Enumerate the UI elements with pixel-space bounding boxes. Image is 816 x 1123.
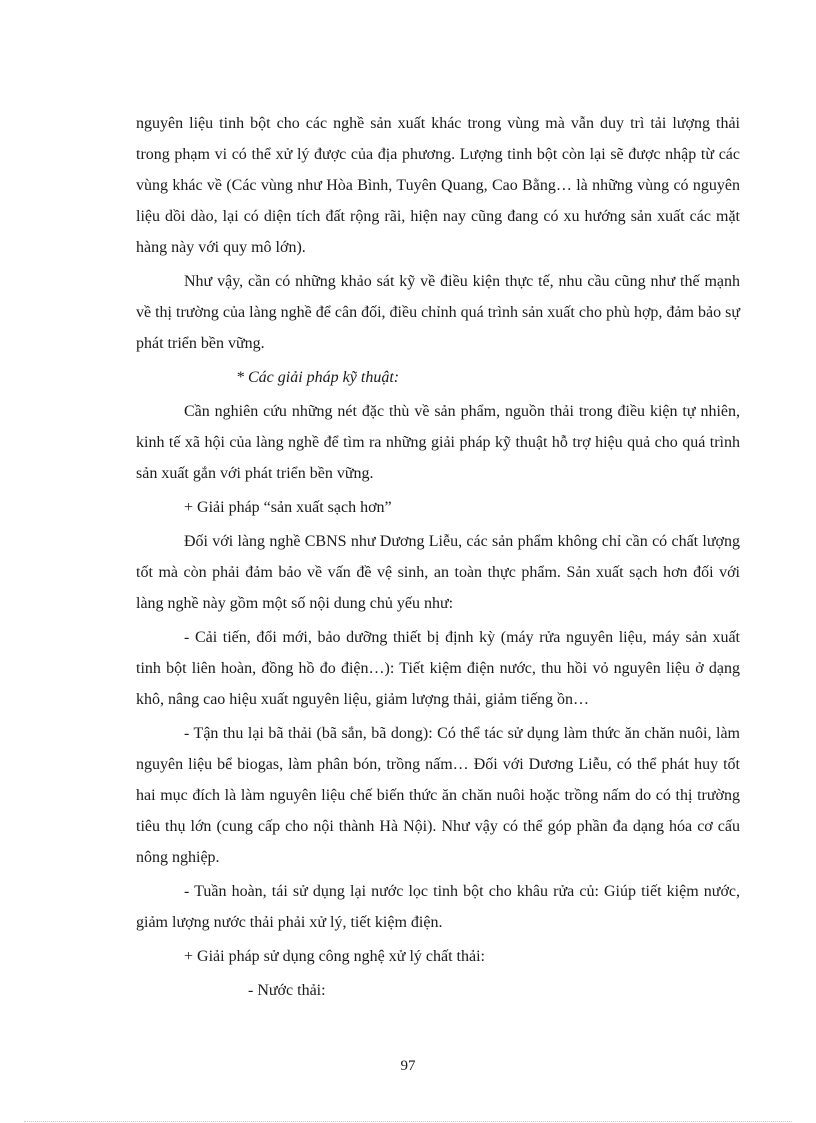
body-text [136, 108, 740, 1009]
section-heading-technical-solutions: * Các giải pháp kỹ thuật: [236, 369, 400, 386]
paragraph-survey: Như vậy, cần có những khảo sát kỹ về điều kiện thực tế, nhu cầu cũng như thế mạnh về thị trường của làng nghề để cân đối, điều chỉnh quá trình sản xuất cho phù hợp, đảm bảo sự phát triển bền vững. [136, 273, 740, 352]
paragraph-continuation: nguyên liệu tinh bột cho các nghề sản xuất khác trong vùng mà vẫn duy trì tải lượng thải trong phạm vi có thể xử lý được của địa phương. Lượng tinh bột còn lại sẽ được nhập từ các vùng khác về (Các vùng như Hòa Bình, Tuyên Quang, Cao Bằng… là những vùng có nguyên liệu dồi dào, lại có diện tích đất rộng rãi, hiện nay cũng đang có xu hướng sản xuất các mặt hàng này với quy mô lớn). [136, 115, 740, 256]
page-number: 97 [400, 1058, 416, 1074]
list-item-wastewater: - Nước thải: [248, 982, 326, 999]
paragraph-research: Cần nghiên cứu những nét đặc thù về sản phẩm, nguồn thải trong điều kiện tự nhiên, kinh tế xã hội của làng nghề để tìm ra những giải pháp kỹ thuật hỗ trợ hiệu quả cho quá trình sản xuất gắn với phát triển bền vững. [136, 403, 740, 482]
subheading-cleaner-production: + Giải pháp “sản xuất sạch hơn” [184, 499, 392, 516]
page-bottom-rule [24, 1121, 792, 1122]
paragraph-cbns: Đối với làng nghề CBNS như Dương Liễu, các sản phẩm không chỉ cần có chất lượng tốt mà còn phải đảm bảo về vấn đề vệ sinh, an toàn thực phẩm. Sản xuất sạch hơn đối với làng nghề này gồm một số nội dung chủ yếu như: [136, 533, 740, 612]
subheading-waste-treatment: + Giải pháp sử dụng công nghệ xử lý chất thải: [184, 948, 485, 965]
list-item-waste-recovery: - Tận thu lại bã thải (bã sắn, bã dong): Có thể tác sử dụng làm thức ăn chăn nuôi, làm nguyên liệu bể biogas, làm phân bón, trồng nấm… Đối với Dương Liễu, có thể phát huy tốt hai mục đích là làm nguyên liệu chế biến thức ăn chăn nuôi hoặc trồng nấm do có thị trường tiêu thụ lớn (cung cấp cho nội thành Hà Nội). Như vậy có thể góp phần đa dạng hóa cơ cấu nông nghiệp. [136, 725, 740, 866]
list-item-equipment: - Cải tiến, đổi mới, bảo dưỡng thiết bị định kỳ (máy rửa nguyên liệu, máy sản xuất tinh bột liên hoàn, đồng hồ đo điện…): Tiết kiệm điện nước, thu hồi vỏ nguyên liệu ở dạng khô, nâng cao hiệu xuất nguyên liệu, giảm lượng thải, giảm tiếng ồn… [136, 629, 740, 708]
list-item-water-recycling: - Tuần hoàn, tái sử dụng lại nước lọc tinh bột cho khâu rửa củ: Giúp tiết kiệm nước, giảm lượng nước thải phải xử lý, tiết kiệm điện. [136, 883, 740, 931]
